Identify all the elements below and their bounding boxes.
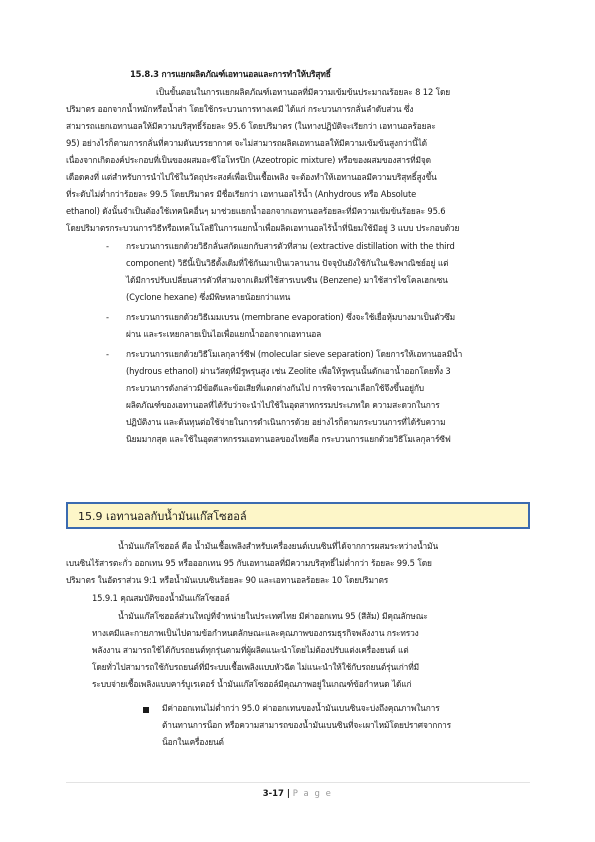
paragraph-line: พลังงาน สามารถใช้ได้กับรถยนต์ทุกรุ่นตามที่ผู้ผลิตแนะนำโดยไม่ต้องปรับแต่งเครื่องยนต์ แต่ <box>92 645 409 655</box>
list-item-line: กระบวนการดังกล่าวมีข้อดีและข้อเสียที่แตกต่างกันไป การพิจารณาเลือกใช้จึงขึ้นอยู่กับ <box>126 383 424 393</box>
paragraph-line: ระบบจ่ายเชื้อเพลิงแบบคาร์บูเรเตอร์ น้ำมันแก๊สโซฮอล์มีคุณภาพอยู่ในเกณฑ์ข้อกำหนด ได้แก่ <box>92 679 412 689</box>
list-item-line: ผ่าน และระเหยกลายเป็นไอเพื่อแยกน้ำออกจากเอทานอล <box>126 329 322 339</box>
list-item-line: (hydrous ethanol) ผ่านวัสดุที่มีรูพรุนสูง เช่น Zeolite เพื่อให้รูพรุนนั้นดักเอาน้ำออกโดยทั้ง 3 <box>126 366 451 376</box>
paragraph-line: เดือดคงที่ แต่สำหรับการนำไปใช้ในวัตถุประสงค์เพื่อเป็นเชื้อเพลิง จะต้องทำให้เอทานอลมีความบริสุทธิ์สูงขึ้น <box>66 172 437 182</box>
paragraph-line: ปริมาตร ออกจากน้ำหมักหรือน้ำส่า โดยใช้กระบวนการทางเคมี ได้แก่ กระบวนการกลั่นลำดับส่วน ซึ่ง <box>66 104 414 114</box>
paragraph-line: โดยทั่วไปสามารถใช้กับรถยนต์ที่มีระบบเชื้อเพลิงแบบหัวฉีด ไม่แนะนำให้ใช้กับรถยนต์รุ่นเก่าที่มี <box>92 662 419 672</box>
paragraph-line: โดยปริมาตรกระบวนการวิธีหรือเทคโนโลยีในการแยกน้ำเพื่อผลิตเอทานอลไร้น้ำที่นิยมใช้มีอยู่ 3 แบบ ประกอบด้วย <box>66 223 460 233</box>
paragraph-line: เนื่องจากเกิดองค์ประกอบที่เป็นของผสมอะซีโอโทรปิก (Azeotropic mixture) หรือของผสมของสารที่มีจุด <box>66 155 431 165</box>
paragraph-line: น้ำมันแก๊สโซฮอล์ คือ น้ำมันเชื้อเพลิงสำหรับเครื่องยนต์เบนซินที่ได้จากการผสมระหว่างน้ำมัน <box>118 541 439 551</box>
paragraph-line: เบนซินไร้สารตะกั่ว ออกเทน 95 หรือออกเทน 95 กับเอทานอลที่มีความบริสุทธิ์ไม่ต่ำกว่า ร้อยละ 99.5 โดย <box>66 558 432 568</box>
page-footer <box>0 788 595 800</box>
list-item-line: ผลิตภัณฑ์ของเอทานอลที่ได้รับว่าจะนำไปใช้ในอุตสาหกรรมประเภทใด ความสะดวกในการ <box>126 400 440 410</box>
list-item-line: นิยมมากสุด และใช้ในอุตสาหกรรมเอทานอลของไทยคือ กระบวนการแยกด้วยวิธีโมเลกุลาร์ซีฟ <box>126 434 451 444</box>
section-title: 15.9 เอทานอลกับน้ำมันแก๊สโซฮอล์ <box>78 510 247 523</box>
paragraph-line: ที่ระดับไม่ต่ำกว่าร้อยละ 99.5 โดยปริมาตร มีชื่อเรียกว่า เอทานอลไร้น้ำ (Anhydrous หรือ Absolute <box>66 189 417 199</box>
list-item-line: (Cyclone hexane) ซึ่งมีพิษหลายน้อยกว่าแทน <box>126 292 291 302</box>
paragraph-line: น้ำมันแก๊สโซฮอล์ส่วนใหญ่ที่จำหน่ายในประเทศไทย มีค่าออกเทน 95 (สีส้ม) มีคุณลักษณะ <box>118 611 428 621</box>
paragraph-line: ทางเคมีและกายภาพเป็นไปตามข้อกำหนดลักษณะและคุณภาพของกรมธุรกิจพลังงาน กระทรวง <box>92 628 419 638</box>
dash-bullet: - <box>106 312 110 322</box>
paragraph-line: 95) อย่างไรก็ตามการกลั่นที่ความดันบรรยากาศ จะไม่สามารถผลิตเอทานอลให้มีความเข้มข้นสูงกว่านี้ได้ <box>66 138 427 148</box>
list-item-line: component) วิธีนี้เป็นวิธีดั้งเดิมที่ใช้กันมาเป็นเวลานาน ปัจจุบันยังใช้กันในเชิงพาณิชย์อยู่ แต่ <box>126 258 449 268</box>
section-title-box <box>66 502 530 529</box>
list-item-line: กระบวนการแยกด้วยวิธีเมมเบรน (membrane evaporation) ซึ่งจะใช้เยื่อหุ้มบางมาเป็นตัวซึม <box>126 312 455 322</box>
paragraph-line: เป็นขั้นตอนในการแยกผลิตภัณฑ์เอทานอลที่มีความเข้มข้นประมาณร้อยละ 8 12 โดย <box>156 87 451 97</box>
list-item-line: ปฏิบัติงาน และต้นทุนต่อใช้จ่ายในการดำเนินการด้วย อย่างไรก็ตามกระบวนการที่ได้รับความ <box>126 417 446 427</box>
list-item-line: ต้านทานการน็อก หรือความสามารถของน้ำมันเบนซินที่จะเผาไหม้โดยปราศจากการ <box>162 720 452 730</box>
paragraph-line: ปริมาตร ในอัตราส่วน 9:1 หรือน้ำมันเบนซินร้อยละ 90 และเอทานอลร้อยละ 10 โดยปริมาตร <box>66 575 389 585</box>
page-label: P a g e <box>292 789 333 799</box>
paragraph-line: สามารถแยกเอทานอลให้มีความบริสุทธิ์ร้อยละ 95.6 โดยปริมาตร (ในทางปฏิบัติจะเรียกว่า เอทานอลร้อยละ <box>66 121 436 131</box>
list-item-line: กระบวนการแยกด้วยวิธีโมเลกุลาร์ซีฟ (molecular sieve separation) โดยการให้เอทานอลมีน้ำ <box>126 349 463 359</box>
page-number: 3-17 | <box>262 789 291 799</box>
list-item-line: น็อกในเครื่องยนต์ <box>162 737 224 747</box>
dash-bullet: - <box>106 241 110 251</box>
subsection-heading: 15.8.3 การแยกผลิตภัณฑ์เอทานอลและการทำให้บริสุทธิ์ <box>130 69 331 79</box>
dash-bullet: - <box>106 349 110 359</box>
list-item-line: มีค่าออกเทนไม่ต่ำกว่า 95.0 ค่าออกเทนของน้ำมันเบนซินจะบ่งถึงคุณภาพในการ <box>162 703 440 713</box>
footer-divider <box>66 782 530 783</box>
list-item-line: กระบวนการแยกด้วยวิธีกลั่นสกัดแยกกับสารตัวที่สาม (extractive distillation with the third <box>126 241 455 251</box>
paragraph-line: ethanol) ดังนั้นจำเป็นต้องใช้เทคนิคอื่นๆ มาช่วยแยกน้ำออกจากเอทานอลร้อยละที่มีความเข้มข้นร้อยละ 95.6 <box>66 206 446 216</box>
subsection-heading: 15.9.1 คุณสมบัติของน้ำมันแก๊สโซฮอล์ <box>92 593 230 603</box>
square-bullet-icon <box>143 707 149 713</box>
list-item-line: ได้มีการปรับเปลี่ยนสารตัวที่สามจากเดิมที่ใช้สารเบนซีน (Benzene) มาใช้สารไซโคลเฮกเซน <box>126 275 448 285</box>
